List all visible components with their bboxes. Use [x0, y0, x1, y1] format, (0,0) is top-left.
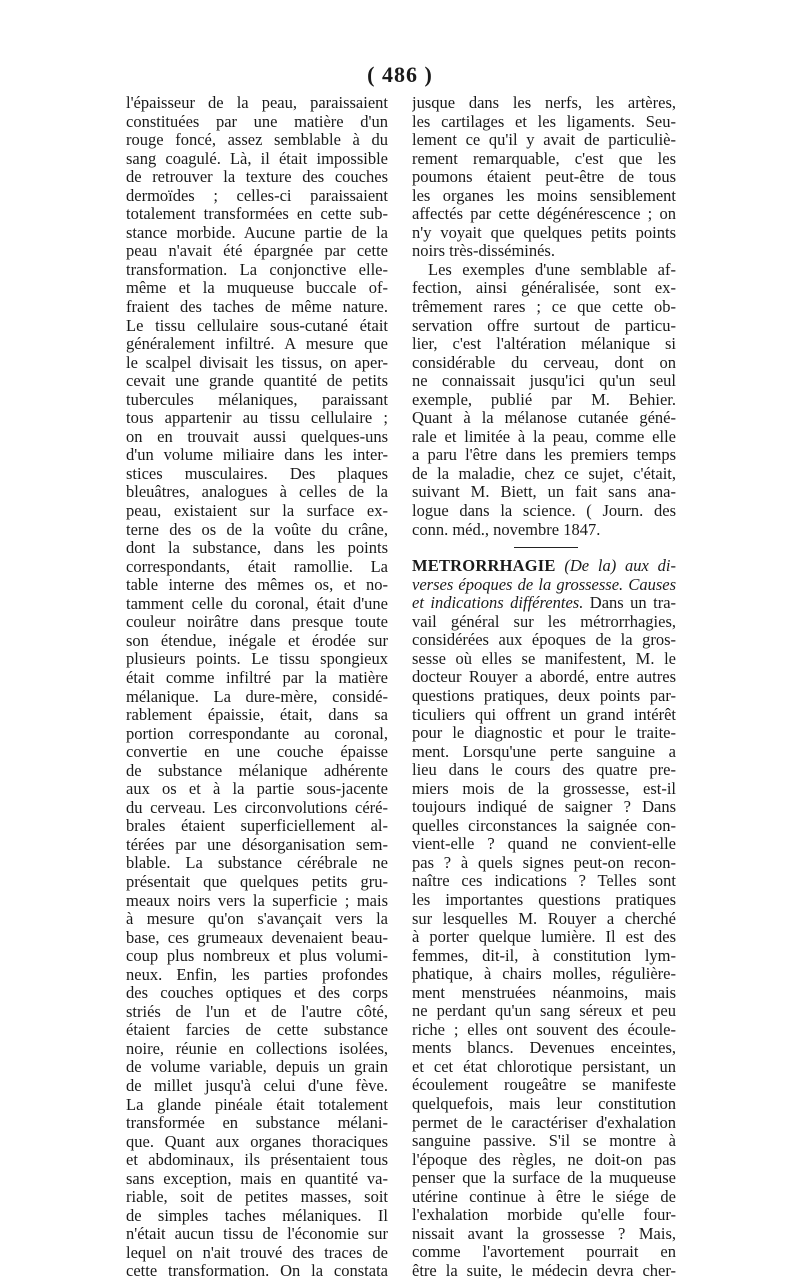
text-line: des couches optiques et des corps: [126, 984, 388, 1003]
text-line: brales étaient superficiellement al-: [126, 817, 388, 836]
right-column-paragraph-3: [412, 613, 676, 1281]
text-line: rement remarquable, c'est que les: [412, 149, 676, 168]
text-line: suivant M. Biett, un fait sans ana-: [412, 483, 676, 502]
text-line: meaux noirs vers la superficie ; mais: [126, 891, 388, 910]
text-line: logue dans la science. ( Journ. des: [412, 502, 676, 521]
article-heading: METRORRHAGIE: [412, 557, 556, 576]
text-line: du cerveau. Les circonvolutions céré-: [126, 798, 388, 817]
text-line: lequel on n'ait trouvé des traces de: [126, 1243, 388, 1262]
text-line: servation offre surtout de particu-: [412, 316, 676, 335]
text-line: mélanique. La dure-mère, considé-: [126, 687, 388, 706]
text-line: lement ce qu'il y avait de particuliè-: [412, 131, 676, 150]
text-line: blable. La substance cérébrale ne: [126, 854, 388, 873]
text-line: vail général sur les métrorrhagies,: [412, 612, 676, 631]
text-line: riche ; elles ont souvent des écoule-: [412, 1020, 676, 1039]
text-line: cette transformation. On la constata: [126, 1262, 388, 1281]
text-line: tamment celle du coronal, était d'une: [126, 594, 388, 613]
text-line: poumons étaient peut-être de tous: [412, 168, 676, 187]
text-line: aux os et à la partie sous-jacente: [126, 780, 388, 799]
text-line: présentait que quelques petits gru-: [126, 872, 388, 891]
text-line: couleur noirâtre dans presque toute: [126, 613, 388, 632]
text-line: naître ces indications ? Telles sont: [412, 872, 676, 891]
text-line: étaient farcies de cette substance: [126, 1021, 388, 1040]
text-line: plusieurs points. Le tissu spongieux: [126, 650, 388, 669]
text-line: n'y voyait que quelques petits points: [412, 223, 676, 242]
text-line: généralement infiltré. A mesure que: [126, 335, 388, 354]
text-line: affectés par cette dégénérescence ; on: [412, 205, 676, 224]
text-line: fection, ainsi généralisée, sont ex-: [412, 279, 676, 298]
text-line: rale et limitée à la peau, comme elle: [412, 427, 676, 446]
text-line: striés de l'un et de l'autre côté,: [126, 1002, 388, 1021]
text-line: peau n'avait été épargnée par cette: [126, 242, 388, 261]
text-line: permet de le caractériser d'exhalation: [412, 1113, 676, 1132]
text-line: de volume variable, depuis un grain: [126, 1058, 388, 1077]
text-line: ne perdant qu'un sang séreux et peu: [412, 1002, 676, 1021]
text-line: Les exemples d'une semblable af-: [428, 260, 676, 279]
text-line: a paru l'être dans les premiers temps: [412, 446, 676, 465]
text-line: de la maladie, chez ce sujet, c'était,: [412, 464, 676, 483]
text-line: lieu dans le cours des quatre pre-: [412, 761, 676, 780]
text-line: sesse où elles se manifestent, M. le: [412, 649, 676, 668]
text-line: de retrouver la texture des couches: [126, 168, 388, 187]
text-line: correspondants, était ramollie. La: [126, 557, 388, 576]
text-line: considérable du cerveau, dont on: [412, 353, 676, 372]
text-line: miers mois de la grossesse, est-il: [412, 779, 676, 798]
text-line: son étendue, inégale et érodée sur: [126, 631, 388, 650]
text-line: noirs très-disséminés.: [412, 242, 555, 261]
text-line: quelles circonstances la saignée con-: [412, 816, 676, 835]
article-first-line-tail: Dans un tra-: [589, 594, 676, 613]
text-line: noire, réunie en collections isolées,: [126, 1039, 388, 1058]
text-line: transformation. La conjonctive elle-: [126, 260, 388, 279]
text-line: rablement épaissie, était, dans sa: [126, 706, 388, 725]
text-line: penser que la surface de la muqueuse: [412, 1169, 676, 1188]
text-line: était comme infiltré par la matière: [126, 668, 388, 687]
text-line: le scalpel divisait les tissus, on aper-: [126, 353, 388, 372]
text-line: quelquefois, mais leur constitution: [412, 1094, 676, 1113]
text-line: stices musculaires. Des plaques: [126, 464, 388, 483]
text-line: et abdominaux, ils présentaient tous: [126, 1151, 388, 1170]
text-line: sans exception, mais en quantité va-: [126, 1169, 388, 1188]
text-line: d'un volume miliaire dans les inter-: [126, 446, 388, 465]
text-line: Quant à la mélanose cutanée géné-: [412, 409, 676, 428]
text-line: Le tissu cellulaire sous-cutané était: [126, 316, 388, 335]
page-number: ( 486 ): [367, 62, 433, 87]
text-line: lier, c'est l'altération mélanique si: [412, 335, 676, 354]
article-subtitle-3: et indications différentes.: [412, 594, 584, 613]
text-line: térées par une désorganisation sem-: [126, 835, 388, 854]
right-column: [412, 94, 676, 1280]
text-line: comme l'avortement pourrait en: [412, 1243, 676, 1262]
text-line: cevait une grande quantité de petits: [126, 372, 388, 391]
text-line: les cartilages et les ligaments. Seu-: [412, 112, 676, 131]
text-line: coup plus nombreux et plus volumi-: [126, 947, 388, 966]
text-line: de millet jusqu'à celui d'une fève.: [126, 1076, 388, 1095]
text-line: l'époque des règles, ne doit-on pas: [412, 1150, 676, 1169]
text-line: constituées par une matière d'un: [126, 112, 388, 131]
text-line: même et la muqueuse buccale of-: [126, 279, 388, 298]
text-line: peau, existaient sur la surface ex-: [126, 502, 388, 521]
text-line: à mesure qu'on s'avançait vers la: [126, 910, 388, 929]
text-line: table interne des mêmes os, et no-: [126, 576, 388, 595]
text-line: nissait avant la grossesse ? Mais,: [412, 1224, 676, 1243]
text-line: docteur Rouyer a abordé, entre autres: [412, 668, 676, 687]
text-line: femmes, dit-il, à constitution lym-: [412, 946, 676, 965]
text-line: de simples taches mélaniques. Il: [126, 1206, 388, 1225]
text-line: que. Quant aux organes thoraciques: [126, 1132, 388, 1151]
left-column: [126, 94, 388, 1281]
article-heading-line: [412, 557, 676, 576]
text-line: ment menstruées néanmoins, mais: [412, 983, 676, 1002]
right-column-paragraph-2: [412, 261, 676, 539]
text-line: La glande pinéale était totalement: [126, 1095, 388, 1114]
article-subtitle-line-3: [412, 594, 676, 613]
text-line: pas ? à quels signes peut-on recon-: [412, 853, 676, 872]
text-line: les organes les moins sensiblement: [412, 186, 676, 205]
text-line: l'exhalation morbide qu'elle four-: [412, 1206, 676, 1225]
text-line: ments blancs. Devenues enceintes,: [412, 1039, 676, 1058]
text-line: et cet état chlorotique persistant, un: [412, 1057, 676, 1076]
text-line: n'était aucun tissu de l'économie sur: [126, 1225, 388, 1244]
text-line: être la suite, le médecin devra cher-: [412, 1261, 676, 1280]
text-line: riable, soit de petites masses, soit: [126, 1188, 388, 1207]
text-line: exemple, publié par M. Behier.: [412, 390, 676, 409]
text-line: sang coagulé. Là, il était impossible: [126, 149, 388, 168]
text-line: écoulement rougeâtre se manifeste: [412, 1076, 676, 1095]
text-line: l'épaisseur de la peau, paraissaient: [126, 94, 388, 112]
text-line: stance morbide. Aucune partie de la: [126, 223, 388, 242]
article-subtitle-1: (De la) aux di-: [564, 557, 676, 576]
right-column-paragraph-1: [412, 94, 676, 261]
section-divider: [514, 547, 578, 548]
text-line: ticuliers qui offrent un grand intérêt: [412, 705, 676, 724]
text-line: ne connaissait jusqu'ici qu'un seul: [412, 372, 676, 391]
text-line: transformée en substance mélani-: [126, 1114, 388, 1133]
text-line: jusque dans les nerfs, les artères,: [412, 94, 676, 112]
text-line: sur lesquelles M. Rouyer a cherché: [412, 909, 676, 928]
text-line: trêmement rares ; ce que cette ob-: [412, 298, 676, 317]
text-line: terne des os de la voûte du crâne,: [126, 520, 388, 539]
text-line: tubercules mélaniques, paraissant: [126, 390, 388, 409]
text-line: sanguine passive. S'il se montre à: [412, 1132, 676, 1151]
text-line: ment. Lorsqu'une perte sanguine a: [412, 742, 676, 761]
text-line: questions pratiques, deux points par-: [412, 686, 676, 705]
text-line: neux. Enfin, les parties profondes: [126, 965, 388, 984]
text-line: bleuâtres, analogues à celles de la: [126, 483, 388, 502]
text-line: vient-elle ? quand ne convient-elle: [412, 835, 676, 854]
text-line: phatique, à chairs molles, régulière-: [412, 965, 676, 984]
text-line: dermoïdes ; celles-ci paraissaient: [126, 186, 388, 205]
text-line: base, ces grumeaux devenaient beau-: [126, 928, 388, 947]
text-line: fraient des taches de même nature.: [126, 298, 388, 317]
text-line: pour le diagnostic et pour le traite-: [412, 724, 676, 743]
article-subtitle-line-2: verses époques de la grossesse. Causes: [412, 575, 676, 594]
text-line: dont la substance, dans les points: [126, 539, 388, 558]
text-line: totalement transformées en cette sub-: [126, 205, 388, 224]
text-line: convertie en une couche épaisse: [126, 743, 388, 762]
text-line: de substance mélanique adhérente: [126, 761, 388, 780]
text-line: à porter quelque lumière. Il est des: [412, 928, 676, 947]
text-line: rouge foncé, assez semblable à du: [126, 131, 388, 150]
text-line: utérine continue à être le siége de: [412, 1187, 676, 1206]
text-line: portion correspondante au coronal,: [126, 724, 388, 743]
text-line: les importantes questions pratiques: [412, 890, 676, 909]
text-line: tous appartenir au tissu cellulaire ;: [126, 409, 388, 428]
text-line: toujours indiqué de saigner ? Dans: [412, 798, 676, 817]
text-line: conn. méd., novembre 1847.: [412, 520, 601, 539]
text-line: on en trouvait aussi quelques-uns: [126, 427, 388, 446]
text-line: considérées aux époques de la gros-: [412, 631, 676, 650]
